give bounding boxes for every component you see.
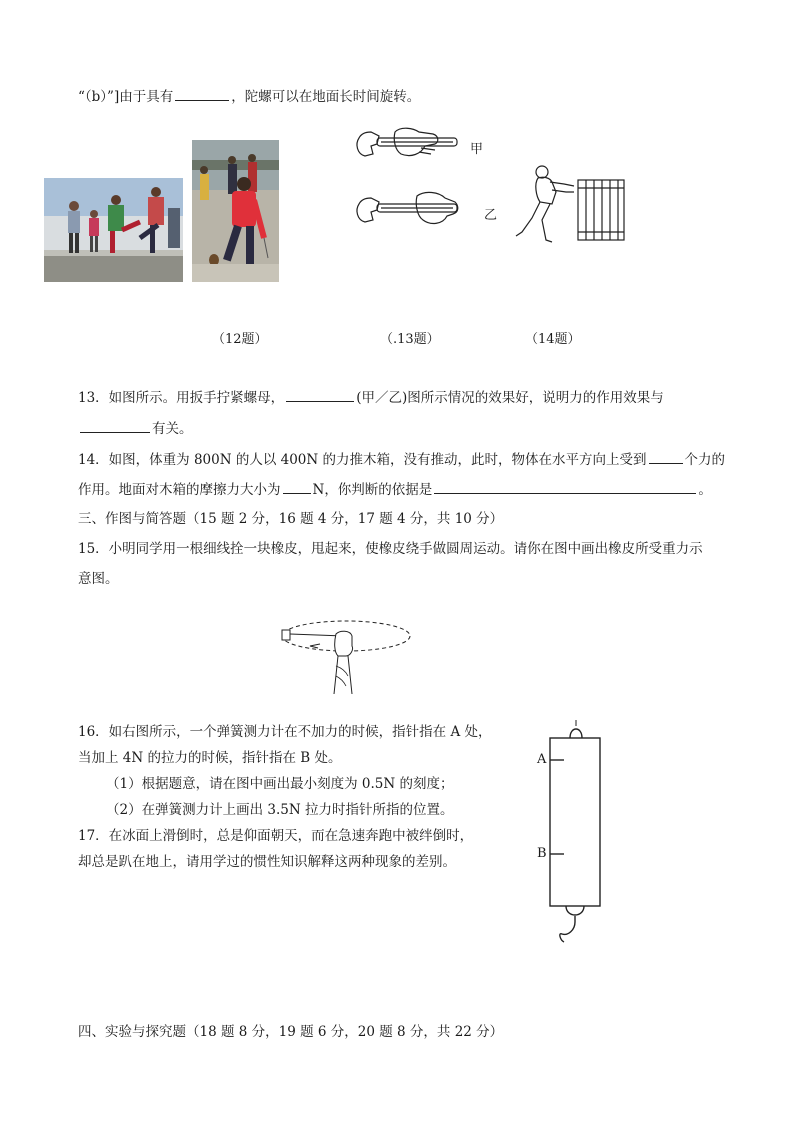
spring-label-a: A [537, 752, 547, 767]
caption-12: （12题） [212, 332, 268, 347]
section-4-heading: 四、实验与探究题（18 题 8 分，19 题 6 分，20 题 8 分，共 22 分） [78, 1024, 504, 1040]
caption-14: （14题） [525, 332, 581, 347]
q12-tail-line [78, 86, 420, 107]
q14-blank-1[interactable] [649, 449, 683, 464]
wrench-diagram-yi [355, 190, 470, 234]
q16-line-2: 当加上 4N 的拉力的时候，指针指在 B 处。 [78, 750, 342, 766]
spring-label-b: B [537, 846, 547, 861]
q12-answer-blank[interactable] [175, 86, 229, 101]
q13-line-1 [78, 387, 664, 408]
label-yi: 乙 [484, 208, 498, 223]
caption-13: （.13题） [380, 332, 440, 347]
q14-part1: 14．如图，体重为 800N 的人以 400N 的力推木箱，没有推动，此时，物体在水平方向上受到 [78, 452, 647, 468]
q14-part5: 。 [698, 482, 712, 498]
q14-blank-2[interactable] [283, 479, 311, 494]
spring-scale-diagram[interactable] [548, 720, 608, 946]
photo-kicking-shuttlecock [44, 178, 183, 282]
section-3-heading: 三、作图与简答题（15 题 2 分，16 题 4 分，17 题 4 分，共 10 分） [78, 511, 504, 527]
q16-sub-2: （2）在弹簧测力计上画出 3.5N 拉力时指针所指的位置。 [106, 802, 454, 818]
q14-part4: N，你判断的依据是 [312, 482, 433, 498]
q12-tail-pre: “（b）”]由于具有 [78, 89, 174, 105]
person-pushing-box-diagram [512, 162, 627, 244]
q15-line-1: 15．小明同学用一根细线拴一块橡皮，甩起来，使橡皮绕手做圆周运动。请你在图中画出橡皮所受重力示 [78, 541, 703, 557]
wrench-diagram-jia [355, 124, 470, 168]
q13-part1: 13．如图所示。用扳手拧紧螺母， [78, 390, 285, 406]
q13-blank-1[interactable] [286, 387, 354, 402]
photo-spinning-top [192, 140, 279, 282]
q15-line-2: 意图。 [78, 571, 119, 587]
q14-part3: 作用。地面对木箱的摩擦力大小为 [78, 482, 281, 498]
q16-sub-1: （1）根据题意，请在图中画出最小刻度为 0.5N 的刻度； [106, 776, 454, 792]
label-jia: 甲 [470, 142, 484, 157]
q14-line-1 [78, 449, 725, 470]
eraser-circular-motion-diagram [280, 616, 412, 698]
q14-part2: 个力的 [684, 452, 726, 468]
q14-blank-3[interactable] [434, 479, 696, 494]
q12-tail-post: ，陀螺可以在地面长时间旋转。 [231, 89, 421, 105]
q16-line-1: 16．如右图所示，一个弹簧测力计在不加力的时候，指针指在 A 处， [78, 724, 492, 740]
q13-part3: 有关。 [152, 421, 193, 437]
q17-line-1: 17．在冰面上滑倒时，总是仰面朝天，而在急速奔跑中被绊倒时， [78, 828, 474, 844]
q17-line-2: 却总是趴在地上，请用学过的惯性知识解释这两种现象的差别。 [78, 854, 456, 870]
q13-blank-2[interactable] [80, 418, 150, 433]
q14-line-2 [78, 479, 712, 500]
q13-part2: (甲／乙)图所示情况的效果好，说明力的作用效果与 [356, 390, 664, 406]
q13-line-2 [78, 418, 193, 439]
